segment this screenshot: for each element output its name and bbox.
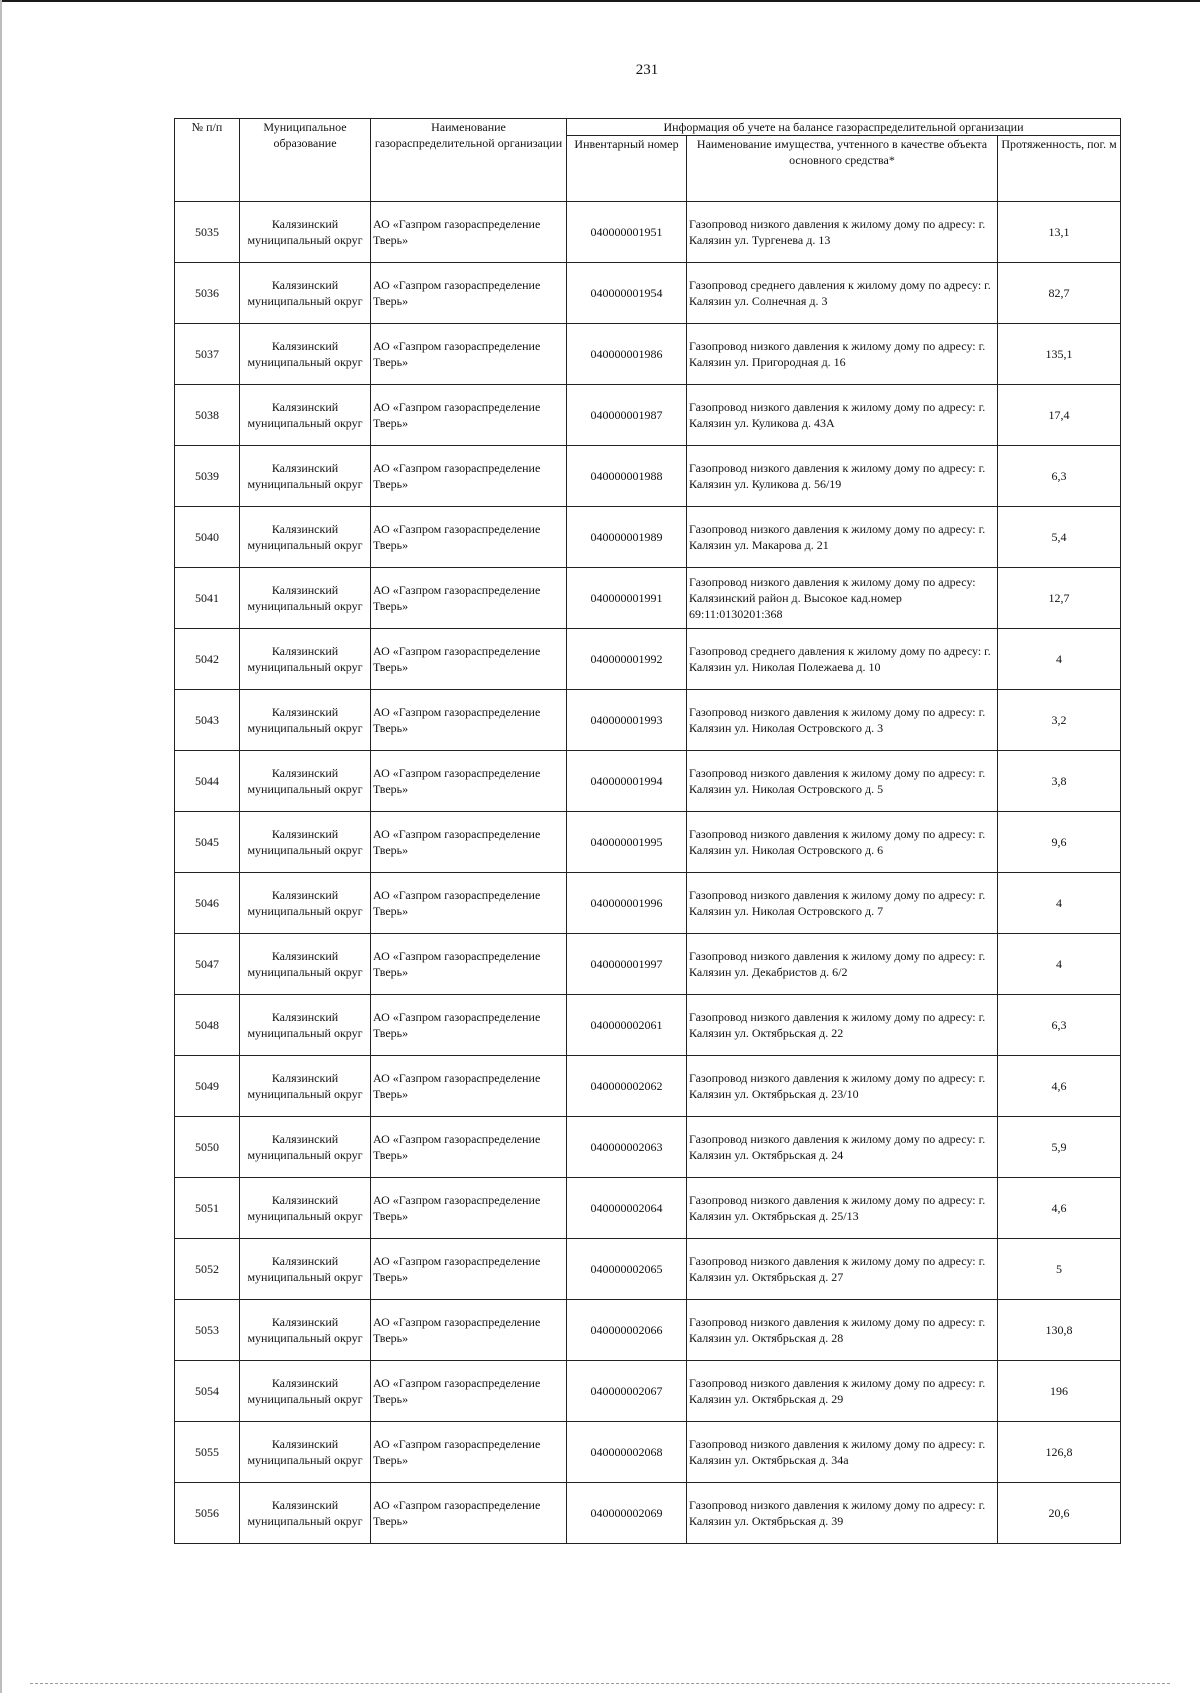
municipality-type: муниципальный округ bbox=[247, 294, 363, 308]
row-number: 5055 bbox=[175, 1422, 240, 1483]
municipality-name: Калязинский bbox=[271, 522, 339, 536]
inventory-number: 040000001993 bbox=[567, 690, 687, 751]
organization-cell: АО «Газпром газораспределение Тверь» bbox=[371, 1422, 567, 1483]
municipality-cell bbox=[240, 1239, 371, 1300]
asset-description: Газопровод низкого давления к жилому дому по адресу: г. Калязин ул. Октябрьская д. 25/13 bbox=[687, 1178, 998, 1239]
inventory-number: 040000001992 bbox=[567, 629, 687, 690]
asset-description: Газопровод низкого давления к жилому дому по адресу: г. Калязин ул. Октябрьская д. 24 bbox=[687, 1117, 998, 1178]
municipality-cell bbox=[240, 1422, 371, 1483]
asset-description: Газопровод низкого давления к жилому дому по адресу: г. Калязин ул. Октябрьская д. 23/10 bbox=[687, 1056, 998, 1117]
municipality-cell bbox=[240, 263, 371, 324]
municipality-type: муниципальный округ bbox=[247, 1453, 363, 1467]
asset-description: Газопровод низкого давления к жилому дому по адресу: г. Калязин ул. Октябрьская д. 29 bbox=[687, 1361, 998, 1422]
table-body bbox=[175, 202, 1121, 1544]
header-municipality: Муниципальное образование bbox=[240, 119, 371, 202]
organization-cell: АО «Газпром газораспределение Тверь» bbox=[371, 1239, 567, 1300]
asset-description: Газопровод низкого давления к жилому дому по адресу: г. Калязин ул. Пригородная д. 16 bbox=[687, 324, 998, 385]
municipality-name: Калязинский bbox=[271, 1315, 339, 1329]
header-inventory: Инвентарный номер bbox=[567, 136, 687, 202]
organization-cell: АО «Газпром газораспределение Тверь» bbox=[371, 1117, 567, 1178]
municipality-type: муниципальный округ bbox=[247, 1087, 363, 1101]
municipality-name: Калязинский bbox=[271, 1010, 339, 1024]
length-value: 82,7 bbox=[998, 263, 1121, 324]
municipality-cell bbox=[240, 1361, 371, 1422]
length-value: 196 bbox=[998, 1361, 1121, 1422]
organization-cell: АО «Газпром газораспределение Тверь» bbox=[371, 629, 567, 690]
municipality-cell bbox=[240, 1056, 371, 1117]
municipality-cell bbox=[240, 1117, 371, 1178]
municipality-type: муниципальный округ bbox=[247, 1148, 363, 1162]
asset-description: Газопровод низкого давления к жилому дому по адресу: г. Калязин ул. Октябрьская д. 39 bbox=[687, 1483, 998, 1544]
inventory-number: 040000001986 bbox=[567, 324, 687, 385]
municipality-cell bbox=[240, 934, 371, 995]
table-row bbox=[175, 873, 1121, 934]
municipality-name: Калязинский bbox=[271, 827, 339, 841]
organization-cell: АО «Газпром газораспределение Тверь» bbox=[371, 995, 567, 1056]
row-number: 5039 bbox=[175, 446, 240, 507]
municipality-cell bbox=[240, 568, 371, 629]
table-row bbox=[175, 934, 1121, 995]
organization-cell: АО «Газпром газораспределение Тверь» bbox=[371, 812, 567, 873]
asset-table bbox=[174, 118, 1121, 1544]
length-value: 5 bbox=[998, 1239, 1121, 1300]
municipality-name: Калязинский bbox=[271, 1254, 339, 1268]
length-value: 5,9 bbox=[998, 1117, 1121, 1178]
inventory-number: 040000002067 bbox=[567, 1361, 687, 1422]
municipality-name: Калязинский bbox=[271, 766, 339, 780]
organization-cell: АО «Газпром газораспределение Тверь» bbox=[371, 202, 567, 263]
row-number: 5043 bbox=[175, 690, 240, 751]
municipality-type: муниципальный округ bbox=[247, 1331, 363, 1345]
municipality-name: Калязинский bbox=[271, 1376, 339, 1390]
inventory-number: 040000002064 bbox=[567, 1178, 687, 1239]
municipality-type: муниципальный округ bbox=[247, 904, 363, 918]
row-number: 5052 bbox=[175, 1239, 240, 1300]
row-number: 5038 bbox=[175, 385, 240, 446]
asset-description: Газопровод низкого давления к жилому дому по адресу: г. Калязин ул. Октябрьская д. 34а bbox=[687, 1422, 998, 1483]
row-number: 5048 bbox=[175, 995, 240, 1056]
inventory-number: 040000002062 bbox=[567, 1056, 687, 1117]
table-row bbox=[175, 1300, 1121, 1361]
municipality-name: Калязинский bbox=[271, 1132, 339, 1146]
row-number: 5045 bbox=[175, 812, 240, 873]
table-row bbox=[175, 1422, 1121, 1483]
table-row bbox=[175, 263, 1121, 324]
row-number: 5046 bbox=[175, 873, 240, 934]
asset-description: Газопровод низкого давления к жилому дому по адресу: г. Калязин ул. Макарова д. 21 bbox=[687, 507, 998, 568]
table-row bbox=[175, 324, 1121, 385]
asset-description: Газопровод низкого давления к жилому дому по адресу: г. Калязин ул. Октябрьская д. 22 bbox=[687, 995, 998, 1056]
organization-cell: АО «Газпром газораспределение Тверь» bbox=[371, 568, 567, 629]
inventory-number: 040000001951 bbox=[567, 202, 687, 263]
municipality-name: Калязинский bbox=[271, 949, 339, 963]
header-length: Протяженность, пог. м bbox=[998, 136, 1121, 202]
organization-cell: АО «Газпром газораспределение Тверь» bbox=[371, 751, 567, 812]
row-number: 5036 bbox=[175, 263, 240, 324]
asset-description: Газопровод низкого давления к жилому дому по адресу: г. Калязин ул. Куликова д. 43А bbox=[687, 385, 998, 446]
header-num: № п/п bbox=[175, 119, 240, 202]
municipality-name: Калязинский bbox=[271, 583, 339, 597]
length-value: 135,1 bbox=[998, 324, 1121, 385]
length-value: 126,8 bbox=[998, 1422, 1121, 1483]
municipality-type: муниципальный округ bbox=[247, 660, 363, 674]
row-number: 5054 bbox=[175, 1361, 240, 1422]
asset-description: Газопровод низкого давления к жилому дому по адресу: г. Калязин ул. Тургенева д. 13 bbox=[687, 202, 998, 263]
municipality-cell bbox=[240, 446, 371, 507]
table-row bbox=[175, 1483, 1121, 1544]
inventory-number: 040000001996 bbox=[567, 873, 687, 934]
municipality-cell bbox=[240, 202, 371, 263]
municipality-cell bbox=[240, 873, 371, 934]
municipality-name: Калязинский bbox=[271, 278, 339, 292]
inventory-number: 040000001988 bbox=[567, 446, 687, 507]
table-row bbox=[175, 995, 1121, 1056]
page-number: 231 bbox=[635, 62, 659, 78]
asset-description: Газопровод низкого давления к жилому дому по адресу: г. Калязин ул. Куликова д. 56/19 bbox=[687, 446, 998, 507]
row-number: 5056 bbox=[175, 1483, 240, 1544]
municipality-cell bbox=[240, 812, 371, 873]
municipality-name: Калязинский bbox=[271, 644, 339, 658]
length-value: 4 bbox=[998, 934, 1121, 995]
row-number: 5042 bbox=[175, 629, 240, 690]
table-row bbox=[175, 446, 1121, 507]
municipality-cell bbox=[240, 690, 371, 751]
organization-cell: АО «Газпром газораспределение Тверь» bbox=[371, 1300, 567, 1361]
inventory-number: 040000002063 bbox=[567, 1117, 687, 1178]
organization-cell: АО «Газпром газораспределение Тверь» bbox=[371, 1483, 567, 1544]
row-number: 5050 bbox=[175, 1117, 240, 1178]
header-organization: Наименование газораспределительной организации bbox=[371, 119, 567, 202]
length-value: 4,6 bbox=[998, 1056, 1121, 1117]
length-value: 4,6 bbox=[998, 1178, 1121, 1239]
municipality-cell bbox=[240, 995, 371, 1056]
municipality-name: Калязинский bbox=[271, 705, 339, 719]
municipality-cell bbox=[240, 1300, 371, 1361]
asset-description: Газопровод низкого давления к жилому дому по адресу: г. Калязин ул. Николая Островского д. 7 bbox=[687, 873, 998, 934]
row-number: 5035 bbox=[175, 202, 240, 263]
organization-cell: АО «Газпром газораспределение Тверь» bbox=[371, 690, 567, 751]
length-value: 12,7 bbox=[998, 568, 1121, 629]
municipality-cell bbox=[240, 507, 371, 568]
table-row bbox=[175, 1117, 1121, 1178]
municipality-name: Калязинский bbox=[271, 461, 339, 475]
table-row bbox=[175, 1361, 1121, 1422]
organization-cell: АО «Газпром газораспределение Тверь» bbox=[371, 385, 567, 446]
length-value: 13,1 bbox=[998, 202, 1121, 263]
municipality-cell bbox=[240, 751, 371, 812]
inventory-number: 040000002068 bbox=[567, 1422, 687, 1483]
municipality-type: муниципальный округ bbox=[247, 538, 363, 552]
table-row bbox=[175, 385, 1121, 446]
municipality-cell bbox=[240, 1178, 371, 1239]
table-row bbox=[175, 568, 1121, 629]
organization-cell: АО «Газпром газораспределение Тверь» bbox=[371, 263, 567, 324]
table-row bbox=[175, 1056, 1121, 1117]
municipality-name: Калязинский bbox=[271, 339, 339, 353]
asset-description: Газопровод среднего давления к жилому дому по адресу: г. Калязин ул. Солнечная д. 3 bbox=[687, 263, 998, 324]
municipality-type: муниципальный округ bbox=[247, 965, 363, 979]
municipality-cell bbox=[240, 324, 371, 385]
length-value: 130,8 bbox=[998, 1300, 1121, 1361]
scan-edge-bottom bbox=[30, 1683, 1170, 1684]
municipality-name: Калязинский bbox=[271, 1071, 339, 1085]
municipality-type: муниципальный округ bbox=[247, 1514, 363, 1528]
asset-description: Газопровод низкого давления к жилому дому по адресу: г. Калязин ул. Декабристов д. 6/2 bbox=[687, 934, 998, 995]
table-row bbox=[175, 751, 1121, 812]
inventory-number: 040000001997 bbox=[567, 934, 687, 995]
length-value: 9,6 bbox=[998, 812, 1121, 873]
organization-cell: АО «Газпром газораспределение Тверь» bbox=[371, 507, 567, 568]
municipality-name: Калязинский bbox=[271, 1193, 339, 1207]
municipality-name: Калязинский bbox=[271, 1437, 339, 1451]
table-row bbox=[175, 629, 1121, 690]
row-number: 5040 bbox=[175, 507, 240, 568]
organization-cell: АО «Газпром газораспределение Тверь» bbox=[371, 934, 567, 995]
row-number: 5041 bbox=[175, 568, 240, 629]
municipality-type: муниципальный округ bbox=[247, 1209, 363, 1223]
asset-description: Газопровод среднего давления к жилому дому по адресу: г. Калязин ул. Николая Полежаева д. 10 bbox=[687, 629, 998, 690]
municipality-type: муниципальный округ bbox=[247, 355, 363, 369]
municipality-cell bbox=[240, 385, 371, 446]
asset-description: Газопровод низкого давления к жилому дому по адресу: г. Калязин ул. Николая Островского д. 6 bbox=[687, 812, 998, 873]
municipality-name: Калязинский bbox=[271, 400, 339, 414]
length-value: 6,3 bbox=[998, 446, 1121, 507]
inventory-number: 040000002061 bbox=[567, 995, 687, 1056]
municipality-type: муниципальный округ bbox=[247, 843, 363, 857]
asset-description: Газопровод низкого давления к жилому дому по адресу: г. Калязин ул. Николая Островского д. 5 bbox=[687, 751, 998, 812]
asset-description: Газопровод низкого давления к жилому дому по адресу: г. Калязин ул. Октябрьская д. 27 bbox=[687, 1239, 998, 1300]
organization-cell: АО «Газпром газораспределение Тверь» bbox=[371, 324, 567, 385]
table-row bbox=[175, 812, 1121, 873]
municipality-name: Калязинский bbox=[271, 1498, 339, 1512]
inventory-number: 040000001991 bbox=[567, 568, 687, 629]
inventory-number: 040000001995 bbox=[567, 812, 687, 873]
organization-cell: АО «Газпром газораспределение Тверь» bbox=[371, 1178, 567, 1239]
organization-cell: АО «Газпром газораспределение Тверь» bbox=[371, 1056, 567, 1117]
table-row bbox=[175, 507, 1121, 568]
municipality-type: муниципальный округ bbox=[247, 477, 363, 491]
length-value: 17,4 bbox=[998, 385, 1121, 446]
municipality-type: муниципальный округ bbox=[247, 782, 363, 796]
row-number: 5037 bbox=[175, 324, 240, 385]
length-value: 4 bbox=[998, 873, 1121, 934]
table-row bbox=[175, 1239, 1121, 1300]
municipality-type: муниципальный округ bbox=[247, 1270, 363, 1284]
municipality-type: муниципальный округ bbox=[247, 1392, 363, 1406]
asset-description: Газопровод низкого давления к жилому дому по адресу: г. Калязин ул. Николая Островского д. 3 bbox=[687, 690, 998, 751]
scan-edge-top bbox=[0, 0, 1200, 2]
length-value: 20,6 bbox=[998, 1483, 1121, 1544]
inventory-number: 040000002066 bbox=[567, 1300, 687, 1361]
row-number: 5047 bbox=[175, 934, 240, 995]
asset-description: Газопровод низкого давления к жилому дому по адресу: Калязинский район д. Высокое кад.номер 69:11:0130201:368 bbox=[687, 568, 998, 629]
table-row bbox=[175, 202, 1121, 263]
inventory-number: 040000001954 bbox=[567, 263, 687, 324]
organization-cell: АО «Газпром газораспределение Тверь» bbox=[371, 446, 567, 507]
table-row bbox=[175, 690, 1121, 751]
municipality-type: муниципальный округ bbox=[247, 416, 363, 430]
length-value: 3,8 bbox=[998, 751, 1121, 812]
inventory-number: 040000001987 bbox=[567, 385, 687, 446]
length-value: 3,2 bbox=[998, 690, 1121, 751]
row-number: 5044 bbox=[175, 751, 240, 812]
inventory-number: 040000002065 bbox=[567, 1239, 687, 1300]
row-number: 5053 bbox=[175, 1300, 240, 1361]
municipality-name: Калязинский bbox=[271, 217, 339, 231]
municipality-cell bbox=[240, 629, 371, 690]
organization-cell: АО «Газпром газораспределение Тверь» bbox=[371, 873, 567, 934]
asset-description: Газопровод низкого давления к жилому дому по адресу: г. Калязин ул. Октябрьская д. 28 bbox=[687, 1300, 998, 1361]
table-row bbox=[175, 1178, 1121, 1239]
municipality-type: муниципальный округ bbox=[247, 721, 363, 735]
municipality-type: муниципальный округ bbox=[247, 233, 363, 247]
municipality-name: Калязинский bbox=[271, 888, 339, 902]
table-header bbox=[175, 119, 1121, 202]
inventory-number: 040000001994 bbox=[567, 751, 687, 812]
inventory-number: 040000001989 bbox=[567, 507, 687, 568]
municipality-type: муниципальный округ bbox=[247, 599, 363, 613]
row-number: 5049 bbox=[175, 1056, 240, 1117]
length-value: 5,4 bbox=[998, 507, 1121, 568]
length-value: 4 bbox=[998, 629, 1121, 690]
inventory-number: 040000002069 bbox=[567, 1483, 687, 1544]
header-description: Наименование имущества, учтенного в качестве объекта основного средства* bbox=[687, 136, 998, 202]
organization-cell: АО «Газпром газораспределение Тверь» bbox=[371, 1361, 567, 1422]
scan-edge-left bbox=[0, 0, 2, 1693]
municipality-type: муниципальный округ bbox=[247, 1026, 363, 1040]
length-value: 6,3 bbox=[998, 995, 1121, 1056]
header-balance-info: Информация об учете на балансе газораспределительной организации bbox=[567, 119, 1121, 136]
row-number: 5051 bbox=[175, 1178, 240, 1239]
municipality-cell bbox=[240, 1483, 371, 1544]
